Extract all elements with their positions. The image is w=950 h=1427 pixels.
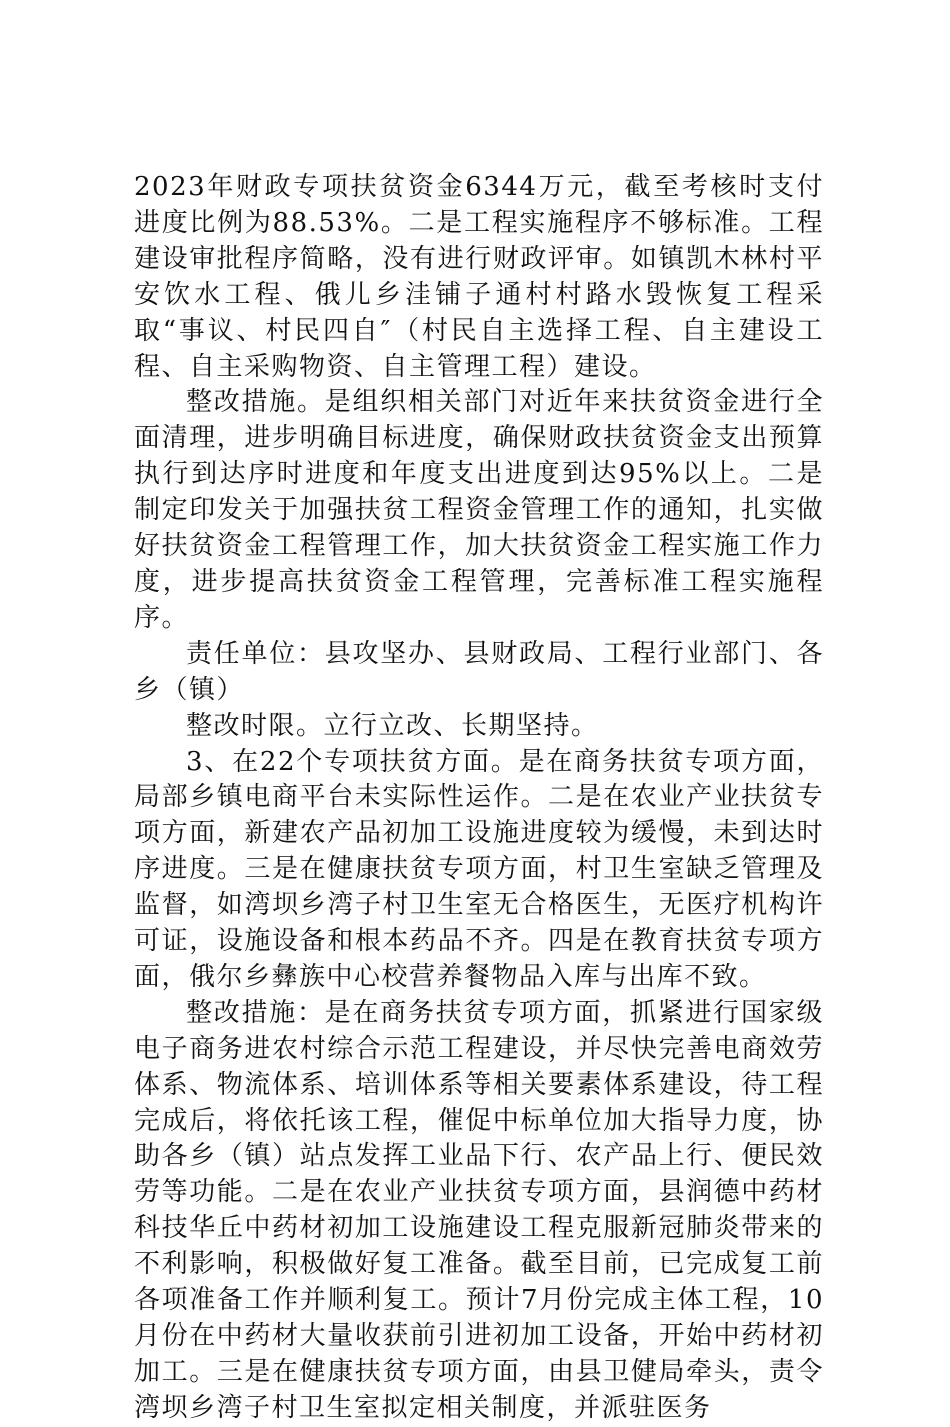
paragraph-rectification-measures: 整改措施。是组织相关部门对近年来扶贫资金进行全面清理，进步明确目标进度，确保财政扶贫资金支出预算执行到达序时进度和年度支出进度到达95%以上。二是制定印发关于加强扶贫工程资金管理工作的通知，扎实做好扶贫资金工程管理工作，加大扶贫资金工程实施工作力度，进步提高扶贫资金工程管理，完善标准工程实施程序。 xyxy=(134,387,824,633)
paragraph-funding-issue: 2023年财政专项扶贫资金6344万元，截至考核时支付进度比例为88.53%。二是工程实施程序不够标准。工程建设审批程序简略，没有进行财政评审。如镇凯木林村平安饮水工程、俄儿乡洼铺子通村村路水毁恢复工程采取“事议、村民四自″（村民自主选择工程、自主建设工程、自主采购物资、自主管理工程）建设。 xyxy=(134,172,824,382)
paragraph-special-poverty-issues: 3、在22个专项扶贫方面。是在商务扶贫专项方面，局部乡镇电商平台未实际性运作。二是在农业产业扶贫专项方面，新建农产品初加工设施进度较为缓慢，未到达时序进度。三是在健康扶贫专项方面，村卫生室缺乏管理及监督，如湾坝乡湾子村卫生室无合格医生，无医疗机构许可证，设施设备和根本药品不齐。四是在教育扶贫专项方面，俄尔乡彝族中心校营养餐物品入库与出库不致。 xyxy=(134,746,824,992)
paragraph-special-measures: 整改措施：是在商务扶贫专项方面，抓紧进行国家级电子商务进农村综合示范工程建设，并尽快完善电商效劳体系、物流体系、培训体系等相关要素体系建设，待工程完成后，将依托该工程，催促中标单位加大指导力度，协助各乡（镇）站点发挥工业品下行、农产品上行、便民效劳等功能。二是在农业产业扶贫专项方面，县润德中药材科技华丘中药材初加工设施建设工程克服新冠肺炎带来的不利影响，积极做好复工准备。截至目前，已完成复工前各项准备工作并顺利复工。预计7月份完成主体工程，10月份在中药材大量收获前引进初加工设备，开始中药材初加工。三是在健康扶贫专项方面，由县卫健局牵头，责令湾坝乡湾子村卫生室拟定相关制度，并派驻医务 xyxy=(134,997,824,1423)
document-body xyxy=(134,170,824,1427)
paragraph-responsible-units: 责任单位：县攻坚办、县财政局、工程行业部门、各乡（镇） xyxy=(134,638,824,705)
paragraph-deadline: 整改时限。立行立改、长期坚持。 xyxy=(186,710,599,741)
